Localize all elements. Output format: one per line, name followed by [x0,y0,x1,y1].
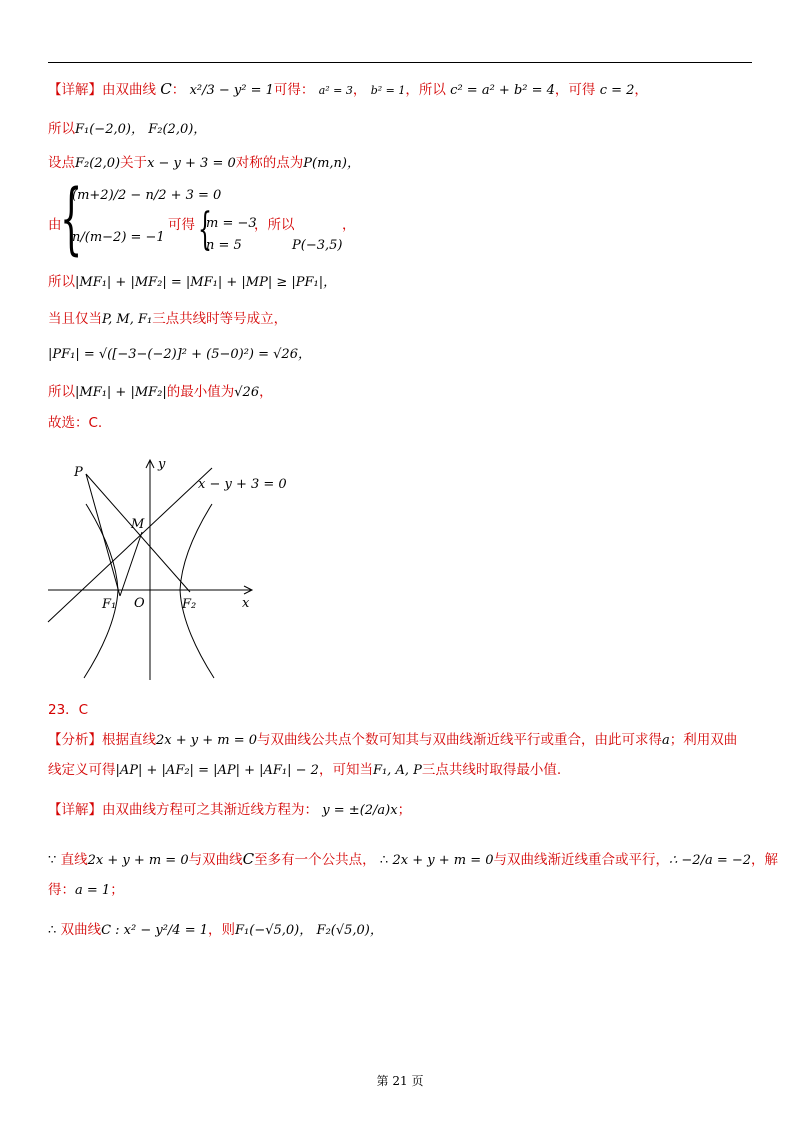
math-F2: F₂(2,0)， [148,122,207,137]
math-P: P(−3,5) [292,238,343,253]
math-points: F₁, A, P [372,763,422,778]
math-C: C [160,80,172,98]
math-points: P, M, F₁ [102,312,153,327]
therefore-icon: ∴ [48,923,57,938]
header-rule [48,62,752,63]
math-C: C [242,850,255,868]
solution-line-1: 【详解】由双曲线 C： x²/3 − y² = 1可得： a² = 3， b² = 1，所以 c² = a² + b² = 4，可得 c = 2， [48,80,648,98]
text: 线定义可得 [48,762,116,778]
text: 至多有一个公共点， [254,852,376,868]
label-x: x [242,596,250,611]
text: ： [171,82,186,98]
math-line: 2x + y + m = 0 [156,733,258,748]
math-F2: F₂(√5,0)， [316,923,383,938]
math-c2: c² = a² + b² = 4 [450,83,555,98]
detail-line-1 [48,798,411,818]
analysis-tag: 【分析】 [48,732,102,748]
math-value: √26 [234,385,260,400]
text: 设点 [48,155,75,171]
text: 与双曲线渐近线重合或平行， [493,852,669,868]
math-distance: |PF₁| = √([−3−(−2)]² + (5−0)²) = √26， [48,347,311,362]
text: 由双曲线 [102,82,156,98]
hyperbola-left-branch [84,504,118,678]
text: ，则 [208,922,236,938]
text: ；利用双曲 [669,732,738,748]
label-P: P [74,465,83,480]
text: 可得 [168,217,195,233]
therefore-icon: ∴ [379,853,389,868]
math-line: x − y + 3 = 0 [147,156,236,171]
solution-line-7 [48,343,311,362]
math-line: 2x + y + m = 0 [87,853,189,868]
segment-M-F1 [120,532,142,596]
text: 由双曲线方程可之其渐近线方程为： [102,802,318,818]
text: 三点共线时取得最小值. [421,762,562,778]
label-M: M [131,517,145,532]
text: 与双曲线公共点个数可知其与双曲线渐近线平行或重合，由此可求得 [257,732,663,748]
text: ， [634,82,648,98]
page-number: 第 21 页 [376,1074,424,1088]
detail-line-3 [48,878,124,898]
math-b2: b² = 1 [370,84,406,97]
question-number: 23．C [48,702,89,718]
text: 关于 [120,155,148,171]
solution-line-3 [48,151,360,171]
analysis-line-1 [48,728,737,748]
text: 所以 [48,121,75,137]
text: ， [259,384,273,400]
text: ，解 [751,852,779,868]
label-y: y [158,457,166,472]
math-F1: F₁(−√5,0)， [235,923,313,938]
hyperbola-figure [44,452,287,692]
text: 直线 [60,852,88,868]
math-sum: |MF₁| + |MF₂| [75,385,167,400]
label-O: O [134,596,145,611]
text: ； [397,802,412,818]
text: 可得： [273,82,315,98]
math-asymptote: y = ±(2/a)x [322,803,398,818]
solution-line-9 [48,411,102,431]
math-F1: F₁(−2,0)， [75,122,144,137]
math-a2: a² = 3 [318,84,353,97]
left-brace: { [60,174,83,264]
math-eq1: (m+2)/2 − n/2 + 3 = 0 [72,188,222,203]
solution-line-8 [48,380,273,400]
because-icon: ∵ [48,853,57,868]
text: 双曲线 [60,922,102,938]
text: 所以 [48,384,75,400]
math-hyperbola: C : x² − y²/4 = 1 [101,923,209,938]
text: 对称的点为 [235,155,304,171]
math-a: a [662,733,670,748]
math-sol2: n = 5 [206,238,242,253]
detail-tag: 【详解】 [48,82,102,98]
analysis-line-2 [48,758,561,778]
text: 当且仅当 [48,311,102,327]
text: 根据直线 [102,732,156,748]
detail-line-2 [48,848,778,868]
text: 所以 [48,274,75,290]
text: 三点共线时等号成立， [152,311,288,327]
text: 的最小值为 [166,384,235,400]
text: ，可知当 [318,762,373,778]
text: 与双曲线 [188,852,243,868]
label-line: x − y + 3 = 0 [198,477,287,492]
math-F2: F₂(2,0) [75,156,121,171]
solution-line-2 [48,117,206,137]
answer-text: 故选：C. [48,415,103,431]
math-ineq: |MF₁| + |MF₂| = |MF₁| + |MP| ≥ |PF₁|， [75,275,337,290]
math-c: c = 2 [599,83,635,98]
math-P: P(m,n)， [303,156,360,171]
text: 由 [48,217,62,233]
detail-line-4 [48,918,383,938]
text: ， [342,217,356,233]
segment-P-F1 [86,474,120,596]
math-eq: |AP| + |AF₂| = |AP| + |AF₁| − 2 [115,763,319,778]
math-sol1: m = −3 [206,216,257,231]
math-line: 2x + y + m = 0 [392,853,494,868]
math-eq2: n/(m−2) = −1 [72,230,165,245]
left-brace: { [198,204,212,255]
label-F1: F₁ [102,597,117,612]
math-a-value: a = 1 [75,883,111,898]
solution-line-5 [48,270,336,290]
text: ； [110,882,124,898]
text: ，可得 [554,82,596,98]
hyperbola-right-branch [180,504,214,678]
label-F2: F₂ [182,597,197,612]
math-slope-eq: ∴ −2/a = −2 [669,853,752,868]
text: 得： [48,882,75,898]
text: ，所以 [405,82,446,98]
math-hyperbola: x²/3 − y² = 1 [189,83,274,98]
question-23 [48,698,88,718]
text: ，所以 [254,217,295,233]
solution-line-6 [48,307,287,327]
detail-tag: 【详解】 [48,802,102,818]
